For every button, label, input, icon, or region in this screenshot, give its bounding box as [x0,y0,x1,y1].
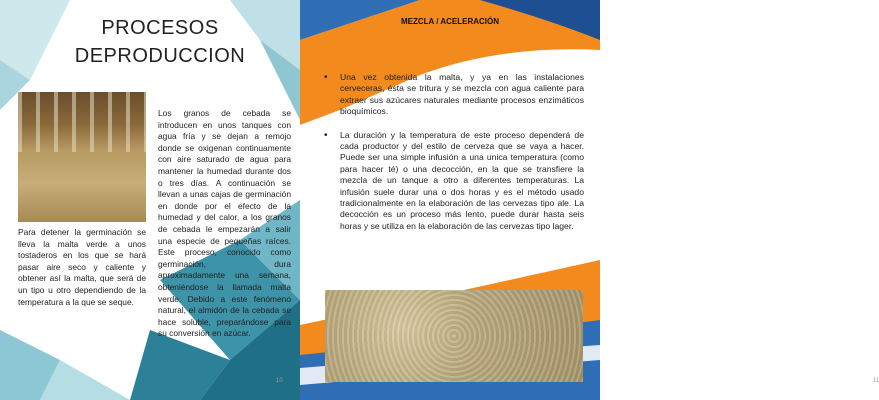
malting-floor-photo [18,92,146,222]
mash-tank-photo [325,290,583,382]
bullet-item: • Una vez obtenida la malta, y ya en las instalaciones cerveceras, ésta se tritura y se mezcla con agua caliente para extraer sus azúcares naturales mediante procesos enzimáticos bioquímicos. [322,72,584,118]
bullet-list [322,72,584,244]
section-heading: MEZCLA / ACELERACIÓN [400,17,500,26]
left-page [0,0,300,400]
page-number-left: 10 [276,378,283,384]
germination-paragraph: Los granos de cebada se introducen en unos tanques con agua fría y se dejan a remojo donde se oxigenan continuamente con aire saturado de agua para mantener la humedad durante dos o tres días. A continuación se llevan a unas cajas de germinación en donde por el efecto de la humedad y del calor, a los granos de cebada le empezarán a salir una especie de pequeñas raíces. Este proceso, conocido como germinación, dura aproximadamente una semana, obteniéndose la llamada malta verde. Debido a este fenómeno natural, el almidón de la cebada se hace soluble, preparándose para su conversión en azúcar. [158,108,291,339]
bullet-item: • La duración y la temperatura de este proceso dependerá de cada productor y del estilo de cerveza que se vaya a hacer. Puede ser una simple infusión a una unica temperatura (como para hacer té) o una decocción, en la que se transfiere la mezcla de un tanque a otro a diferentes temperaturas. La infusión suele durar una o dos horas y es el método usado tradicionalmente en la elaboración de las cervezas tipo ale. La decocción es un proceso más lento, puede durar hasta seis horas y se utiliza en la elaboración de las cervezas tipo lager. [322,130,584,233]
page-title: PROCESOS DEPRODUCCION [74,17,246,67]
kilning-paragraph: Para detener la germinación se lleva la malta verde a unos tostaderos en los que se hará pasar aire seco y caliente y obtener así la malta, que será de un tipo u otro dependiendo de la temperatura a la que se seque. [18,227,146,307]
page-number-right: 11 [873,378,879,384]
